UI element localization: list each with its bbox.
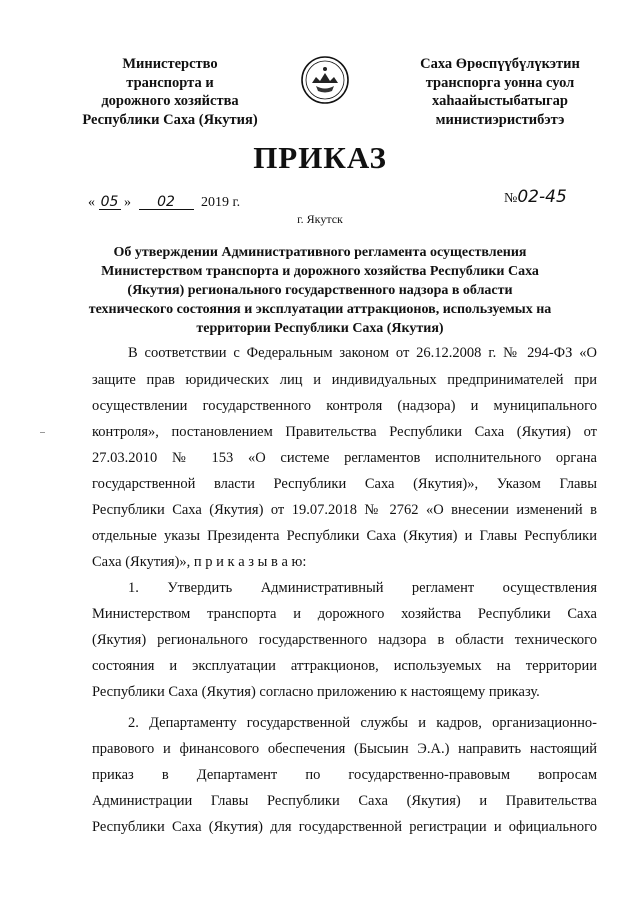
header-left-line: транспорта и [126,74,214,91]
document-title: ПРИКАЗ [253,140,387,175]
date-year: 2019 г. [201,195,241,210]
body-line: Республики Саха (Якутия) для государственной регистрации и официального [92,819,597,835]
body-line: состояния и эксплуатации аттракционов, используемых на территории [92,658,597,674]
body-line: защите прав юридических лиц и индивидуальных предпринимателей при [92,372,597,388]
body-line: Республики Саха (Якутия) согласно приложению к настоящему приказу. [92,684,540,700]
header-left-line: Республики Саха (Якутия) [82,111,258,128]
scan-artifact [40,432,45,433]
header-right-line: Саха Өрөспүүбүлүкэтин [420,56,580,72]
body-line: государственной власти Республики Саха (Якутия)», Указом Главы [92,476,597,492]
date-day: 05 [99,195,121,210]
body-line: Министерством транспорта и дорожного хозяйства Республики Саха [92,606,597,622]
number-value: 02-45 [517,187,567,207]
body-line: Администрации Главы Республики Саха (Якутия) и Правительства [92,793,597,809]
number-prefix: № [504,191,518,206]
body-line: 2. Департаменту государственной службы и кадров, организационно- [128,715,597,731]
document-number [504,187,567,207]
body-line: отдельные указы Президента Республики Саха (Якутия) и Главы Республики [92,528,597,544]
body-line: 1. Утвердить Административный регламент осуществления [128,580,597,596]
subject-line: территории Республики Саха (Якутия) [196,321,444,336]
body-line: осуществлении государственного контроля (надзора) и муниципального [92,398,597,414]
ministry-name-yakut [395,55,605,129]
subject-line: Министерством транспорта и дорожного хозяйства Республики Саха [101,264,539,279]
header-right-line: министиэристибэтэ [435,111,565,128]
body-line: 27.03.2010 № 153 «О системе регламентов исполнительного органа [92,450,597,466]
body-line: (Якутия) регионального государственного надзора в области технического [92,632,597,648]
document-city: г. Якутск [297,212,343,226]
ministry-name-russian [40,55,300,129]
document-subject [70,243,570,338]
body-line: приказ в Департамент по государственно-правовым вопросам [92,767,597,783]
subject-line: Об утверждении Административного регламента осуществления [113,245,527,260]
date-close-quote: » [124,195,131,210]
subject-line: технического состояния и эксплуатации аттракционов, используемых на [88,302,552,317]
body-line: правового и финансового обеспечения (Бысыин Э.А.) направить настоящий [92,741,597,757]
header-left-line: дорожного хозяйства [101,93,239,109]
header-right-line: транспорга уонна суол [425,74,575,91]
subject-line: (Якутия) регионального государственного надзора в области [127,283,513,298]
header-left-line: Министерство [122,56,218,72]
body-line: Саха (Якутия)», п р и к а з ы в а ю: [92,554,307,570]
header-right-line: хаһаайыстыбатыгар [432,93,568,109]
date-open-quote: « [88,195,95,210]
document-date [88,195,240,211]
body-line: В соответствии с Федеральным законом от 26.12.2008 г. № 294-ФЗ «О [128,345,597,361]
body-line: Республики Саха (Якутия) от 19.07.2018 № 2762 «О внесении изменений в [92,502,597,518]
date-month: 02 [139,195,194,210]
coat-of-arms-icon [300,55,350,105]
body-line: контроля», постановлением Правительства Республики Саха (Якутия) от [92,424,597,440]
